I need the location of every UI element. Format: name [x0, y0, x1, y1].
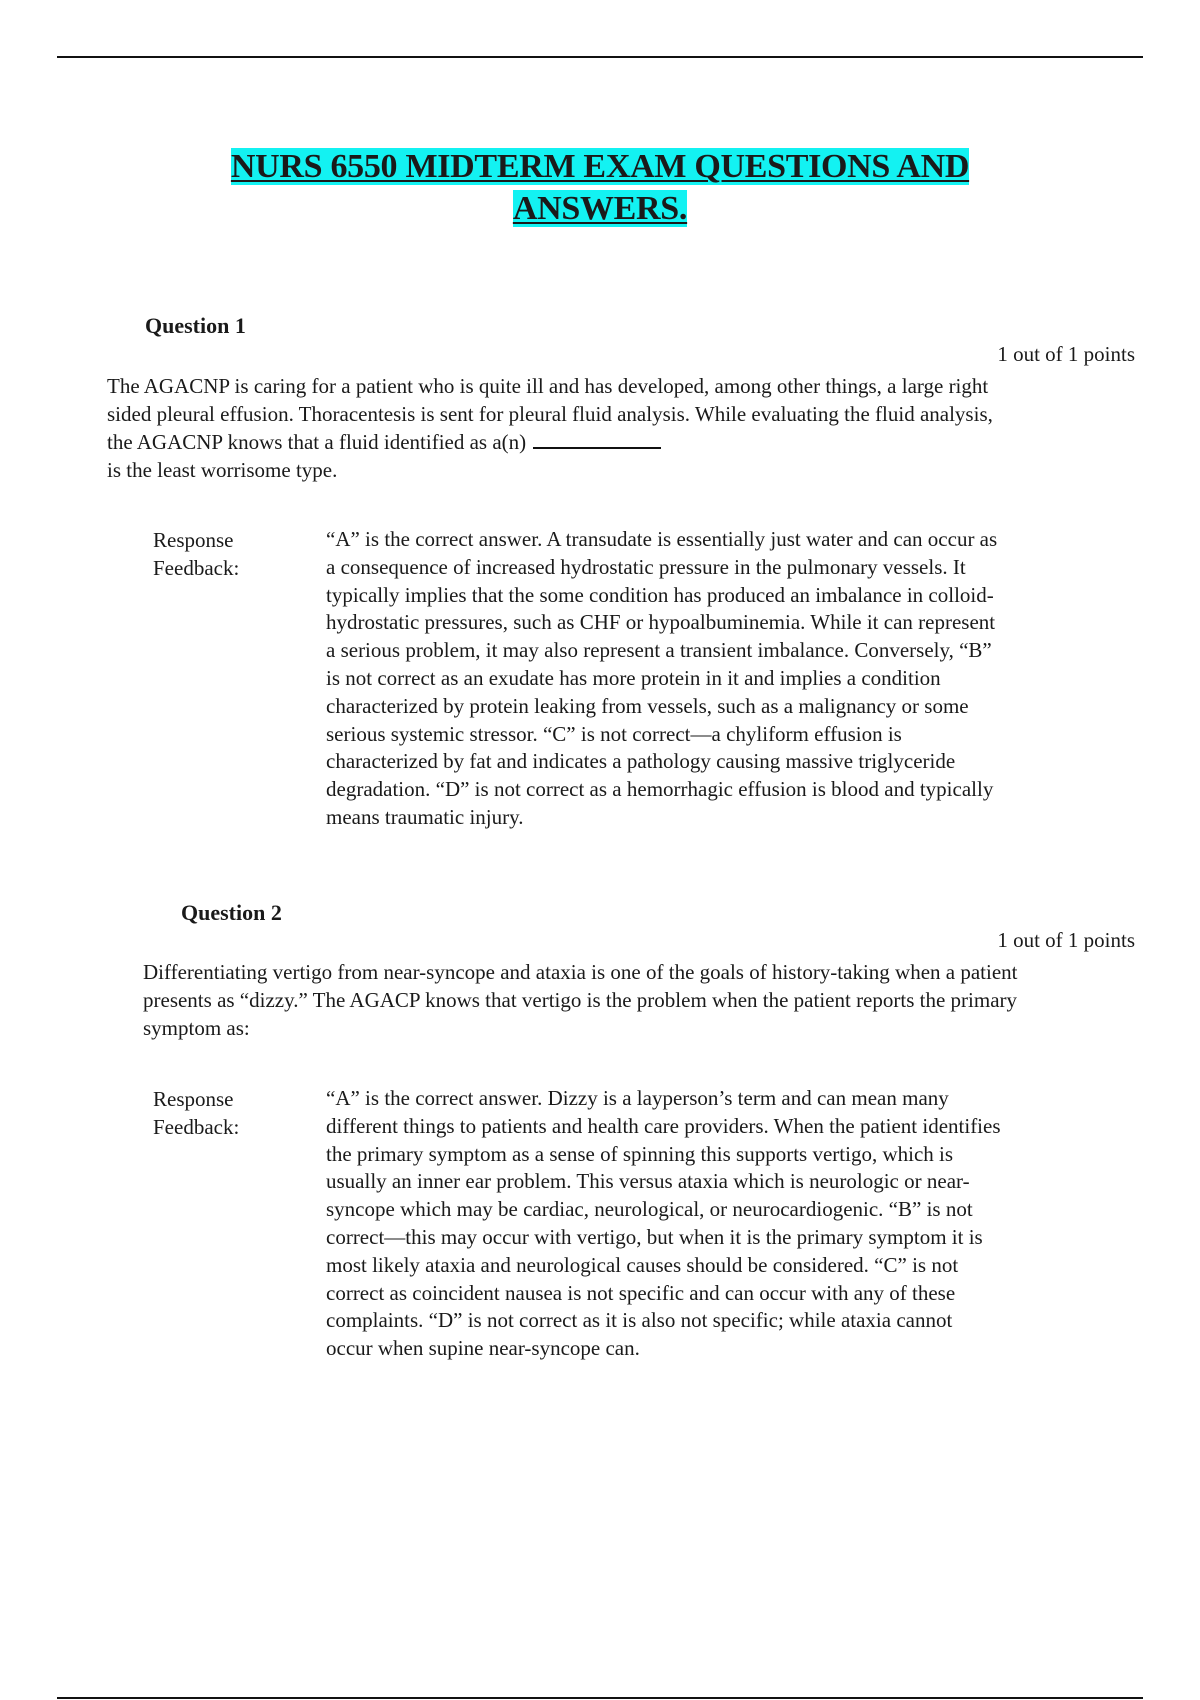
question-1-feedback: “A” is the correct answer. A transudate is essentially just water and can occur as a consequence of increased hydrostatic pressure in the pulmonary vessels. It typically implies that the some condition has produced an imbalance in colloid-hydrostatic pressures, such as CHF or hypoalbuminemia. While it can represent a serious problem, it may also represent a transient imbalance. Conversely, “B” is not correct as an exudate has more protein in it and implies a condition characterized by protein leaking from vessels, such as a malignancy or some serious systemic stressor. “C” is not correct—a chyliform effusion is characterized by fat and indicates a pathology causing massive triglyceride degradation. “D” is not correct as a hemorrhagic effusion is blood and typically means traumatic injury.	[326, 527, 998, 829]
top-rule	[57, 56, 1143, 58]
question-2-points: 1 out of 1 points	[997, 928, 1135, 952]
question-1-heading: Question 1	[145, 313, 246, 338]
question-2-heading: Question 2	[181, 900, 282, 925]
question-1-feedback-label: Response Feedback:	[153, 528, 240, 580]
question-1-text-before-blank: The AGACNP is caring for a patient who is quite ill and has developed, among other things, a large right sided pleural effusion. Thoracentesis is sent for pleural fluid analysis. While evaluating the fluid analysis, the AGACNP knows that a fluid identified as a(n)	[107, 374, 993, 454]
question-2-text: Differentiating vertigo from near-syncope and ataxia is one of the goals of history-taking when a patient presents as “dizzy.” The AGACP knows that vertigo is the problem when the patient reports the primary symptom as:	[143, 960, 1018, 1040]
question-2-feedback-label: Response Feedback:	[153, 1087, 240, 1139]
title-text: NURS 6550 MIDTERM EXAM QUESTIONS AND ANSWERS.	[230, 148, 970, 227]
question-2-feedback: “A” is the correct answer. Dizzy is a layperson’s term and can mean many different things to patients and health care providers. When the patient identifies the primary symptom as a sense of spinning this supports vertigo, which is usually an inner ear problem. This versus ataxia which is neurologic or near-syncope which may be cardiac, neurological, or neurocardiogenic. “B” is not correct—this may occur with vertigo, but when it is the primary symptom it is most likely ataxia and neurological causes should be considered. “C” is not correct as coincident nausea is not specific and can occur with any of these complaints. “D” is not correct as it is also not specific; while ataxia cannot occur when supine near-syncope can.	[326, 1086, 1001, 1361]
answer-blank	[533, 431, 661, 449]
bottom-rule	[57, 1697, 1143, 1699]
question-1-points: 1 out of 1 points	[997, 342, 1135, 366]
page-title	[150, 146, 1050, 230]
question-1-text	[107, 372, 1007, 484]
question-1-text-after-blank: is the least worrisome type.	[107, 458, 338, 482]
